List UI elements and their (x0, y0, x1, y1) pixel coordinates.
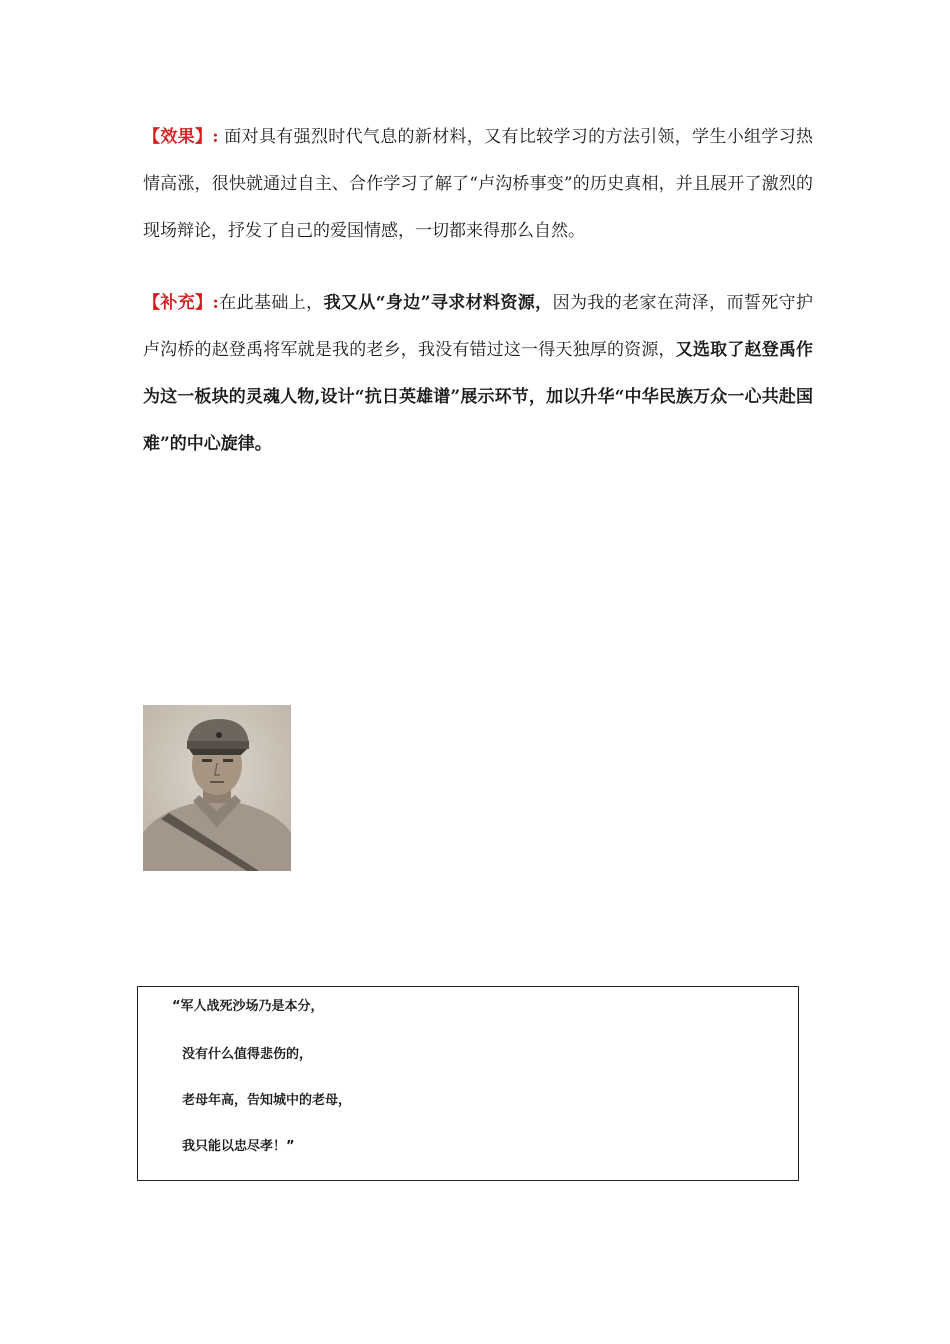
supplement-paragraph (143, 280, 813, 468)
effect-text: 面对具有强烈时代气息的新材料，又有比较学习的方法引领，学生小组学习热情高涨，很快就通过自主、合作学习了解了“卢沟桥事变”的历史真相，并且展开了激烈的现场辩论，抒发了自己的爱国情感，一切都来得那么自然。 (143, 127, 813, 241)
effect-paragraph (143, 114, 813, 255)
soldier-portrait-icon (143, 705, 291, 871)
quote-line: “军人战死沙场乃是本分， (172, 999, 324, 1014)
quote-box (137, 986, 799, 1181)
supplement-bold-2: 又选取了赵登禹作为这一板块的灵魂人物,设计“抗日英雄谱”展示环节，加以升华“中华民族万众一心共赴国难”的中心旋律。 (143, 340, 814, 454)
quote-line: 我只能以忠尽孝！” (182, 1139, 295, 1154)
supplement-text-2: 因为我的老家在菏泽，而誓死守护卢沟桥的赵登禹将军就是我的老乡，我没有错过这一得天独厚的资源， (143, 293, 814, 360)
effect-label: 【效果】: (143, 127, 219, 147)
supplement-label: 【补充】: (143, 293, 219, 313)
supplement-text-1: 在此基础上， (218, 293, 324, 313)
quote-line: 没有什么值得悲伤的， (182, 1047, 313, 1062)
portrait-photo (143, 705, 291, 871)
quote-line: 老母年高，告知城中的老母， (182, 1093, 352, 1108)
supplement-bold-1: 我又从“身边”寻求材料资源， (323, 293, 553, 313)
